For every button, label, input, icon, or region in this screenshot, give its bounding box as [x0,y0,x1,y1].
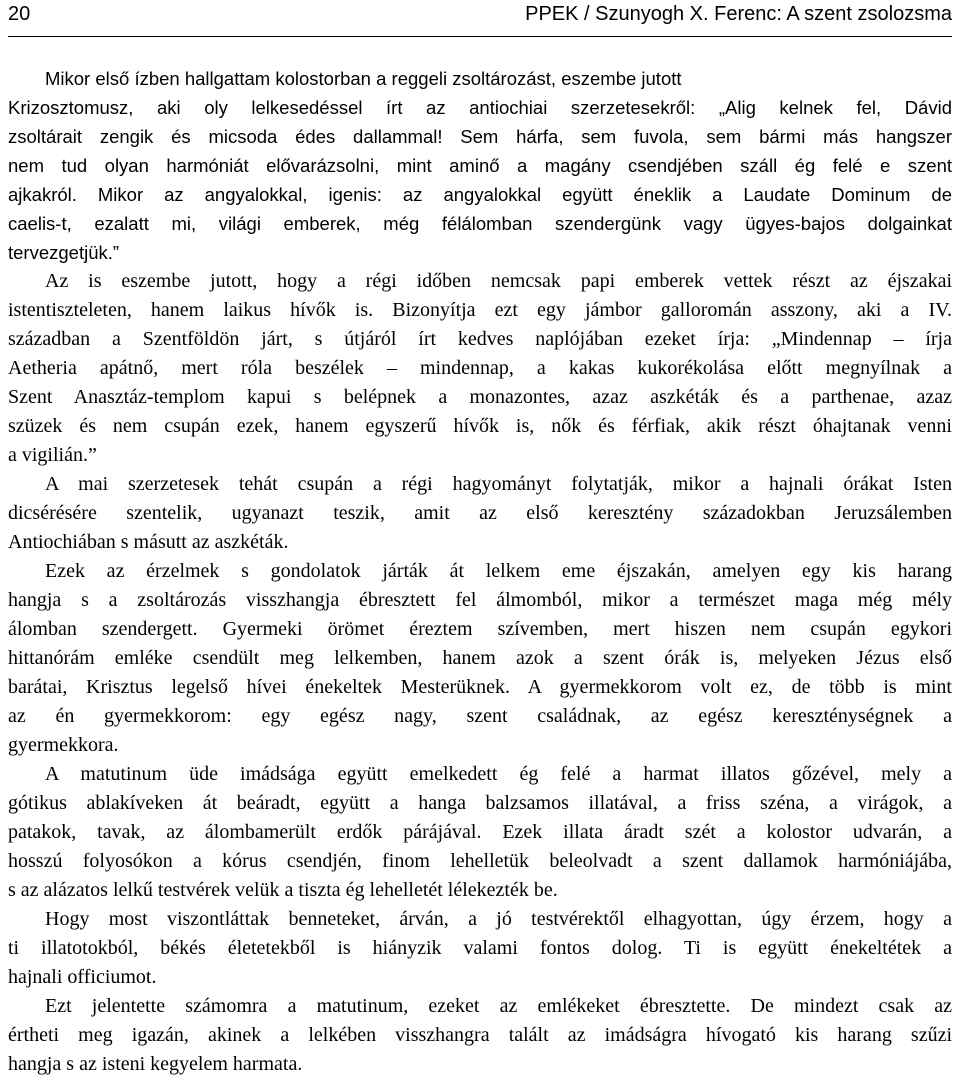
text-line: hosszú folyosókon a kórus csendjén, finom lehelletük beleolvadt a szent dallamok harmóniájába, [8,850,952,872]
text-line: ajkakról. Mikor az angyalokkal, igenis: az angyalokkal együtt éneklik a Laudate Dominum de [8,184,952,205]
text-line: a vigilián.” [8,444,97,466]
text-line: Antiochiában s másutt az aszkéták. [8,531,289,553]
text-line: hangja s a zsoltározás visszhangja ébresztett fel álmomból, mikor a természet maga még mély [8,589,952,611]
text-line: dicsérésére szentelik, ugyanazt teszik, amit az első keresztény századokban Jeruzsálemben [8,502,952,524]
text-line: hajnali officiumot. [8,966,157,988]
text-line: barátai, Krisztus legelső hívei énekeltek Mesterüknek. A gyermekkorom volt ez, de több is mint [8,676,952,698]
text-line: Aetheria apátnő, mert róla beszélek – mindennap, a kakas kukorékolása előtt megnyílnak a [8,357,952,379]
text-line: nem tud olyan harmóniát elővarázsolni, mint aminő a magány csendjében száll ég felé e szent [8,155,952,176]
text-line: Ezek az érzelmek s gondolatok járták át lelkem eme éjszakán, amelyen egy kis harang [45,560,952,582]
text-line: értheti meg igazán, akinek a lelkében visszhangra talált az imádságra hívogató kis harang szűzi [8,1024,952,1046]
text-line: században a Szentföldön járt, s útjáról írt kedves naplójában ezeket írja: „Mindennap – írja [8,328,952,350]
text-line: Hogy most viszontláttak benneteket, árván, a jó testvérektől elhagyottan, úgy érzem, hogy a [45,908,952,930]
text-line: Szent Anasztáz-templom kapui s belépnek a monazontes, azaz aszkéták és a parthenae, azaz [8,386,952,408]
text-line: Az is eszembe jutott, hogy a régi időben nemcsak papi emberek vettek részt az éjszakai [45,270,952,292]
text-line: s az alázatos lelkű testvérek velük a tiszta ég lehelletét lélekezték be. [8,879,558,901]
text-line: caelis-t, ezalatt mi, világi emberek, még félálomban szendergünk vagy ügyes-bajos dolgainkat [8,213,952,234]
text-line: Mikor első ízben hallgattam kolostorban a reggeli zsoltározást, eszembe jutott [45,68,682,89]
text-line: Ezt jelentette számomra a matutinum, ezeket az emlékeket ébresztette. De mindezt csak az [45,995,952,1017]
text-line: zsoltárait zengik és micsoda édes dallammal! Sem hárfa, sem fuvola, sem bármi más hangszer [8,126,952,147]
running-title: PPEK / Szunyogh X. Ferenc: A szent zsolozsma [525,3,952,25]
text-line: Krizosztomusz, aki oly lelkesedéssel írt az antiochiai szerzetesekről: „Alig kelnek fel, Dávid [8,97,952,118]
text-line: hangja s az isteni kegyelem harmata. [8,1053,303,1075]
text-line: gyermekkora. [8,734,119,756]
text-line: az én gyermekkorom: egy egész nagy, szent családnak, az egész kereszténységnek a [8,705,952,727]
text-line: istentiszteleten, hanem laikus hívők is. Bizonyítja ezt egy jámbor galloromán asszony, aki a IV. [8,299,952,321]
text-line: A matutinum üde imádsága együtt emelkedett ég felé a harmat illatos gőzével, mely a [45,763,952,785]
text-line: ti illatotokból, békés életetekből is hiányzik valami fontos dolog. Ti is együtt énekeltétek a [8,937,952,959]
text-line: tervezgetjük.” [8,242,120,263]
text-line: gótikus ablakíveken át beáradt, együtt a hanga balzsamos illatával, a friss széna, a virágok, a [8,792,952,814]
body-text [8,64,952,1079]
text-line: patakok, tavak, az álombamerült erdők párájával. Ezek illata áradt szét a kolostor udvarán, a [8,821,952,843]
text-line: A mai szerzetesek tehát csupán a régi hagyományt folytatják, mikor a hajnali órákat Isten [45,473,952,495]
text-line: álomban szendergett. Gyermeki örömet éreztem szívemben, mert hiszen nem csupán egykori [8,618,952,640]
page-number: 20 [8,3,31,25]
page-header [8,0,952,37]
text-line: hittanórám emléke csendült meg lelkemben, hanem azok a szent órák is, melyeken Jézus első [8,647,952,669]
text-line: szüzek és nem csupán ezek, hanem egyszerű hívők is, nők és férfiak, akik részt óhajtanak venni [8,415,952,437]
